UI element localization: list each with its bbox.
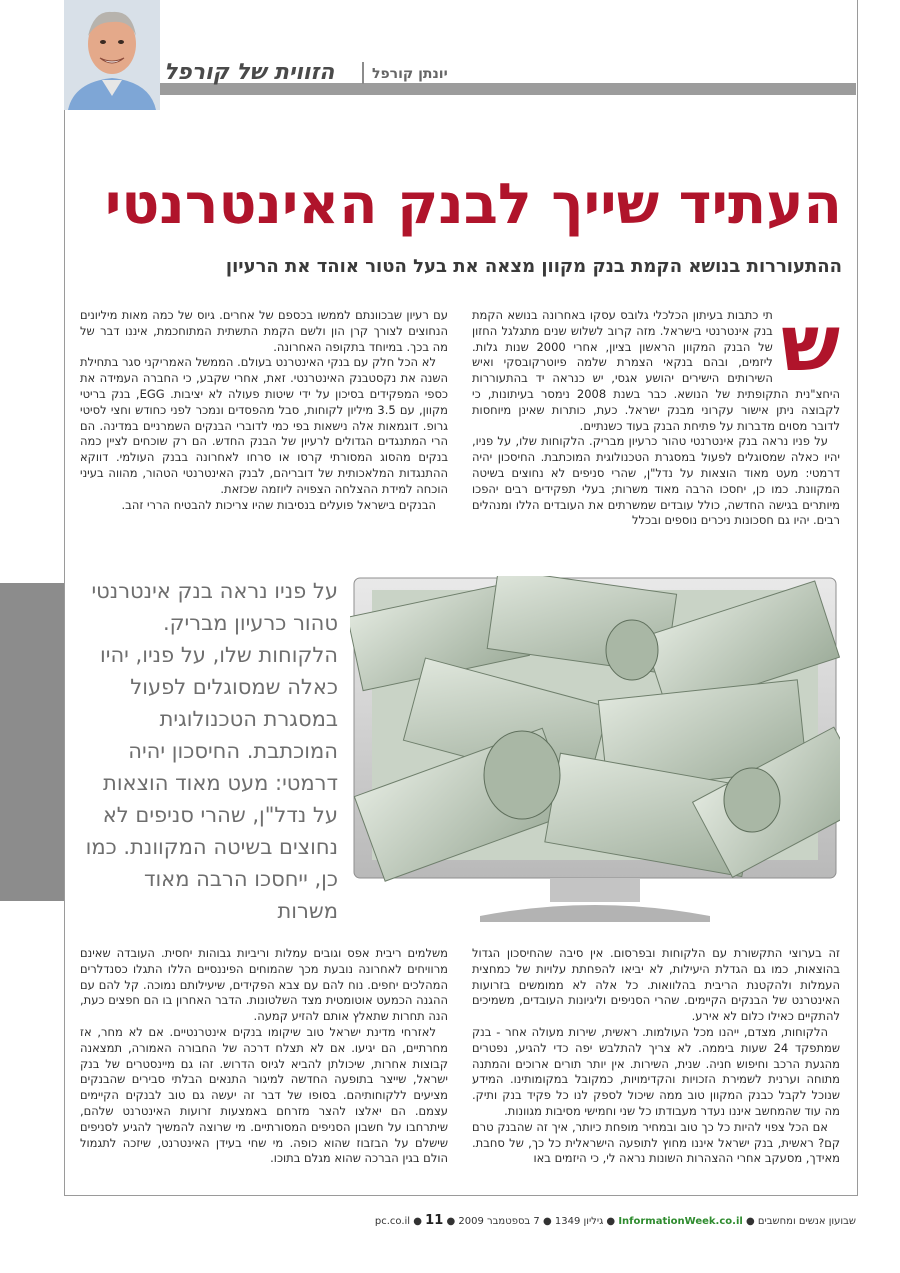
footer-publication: שבועון אנשים ומחשבים xyxy=(757,1216,856,1227)
footer-date: 7 בספטמבר 2009 xyxy=(458,1216,540,1227)
article-column-4 xyxy=(80,946,448,1186)
footer-site-link[interactable]: InformationWeek.co.il xyxy=(618,1216,743,1227)
column-title: הזווית של קורפל xyxy=(164,60,335,85)
author-name: יונתן קורפל xyxy=(372,66,448,82)
pull-quote: על פניו נראה בנק אינטרנטי טהור כרעיון מבריק. הלקוחות שלו, על פניו, יהיו כאלה שמסוגלים לפעול במסגרת הטכנולוגית המוכתבת. החיסכון יהיה דרמטי: מעט מאוד הוצאות על נדל"ן, שהרי סניפים לא נחוצים בשיטה המקוונת. כמו כן, ייחסכו הרבה מאוד משרות xyxy=(85,579,338,923)
money-monitor-icon xyxy=(350,576,840,926)
side-tab xyxy=(0,583,64,901)
paragraph: הבנקים בישראל פועלים בנסיבות שהיו צריכות להבטיח הררי זהב. xyxy=(121,497,436,512)
paragraph: משלמים ריבית אפס וגובים עמלות וריביות גבוהות יחסית. העובדה שאינם מרוויחים לאחרונה נובעת מכך שהמוחים הפיננסיים הללו התגלו כסנדלרים המהלכים יחפים. נוח להם עם צבא הפקידים, שיעילותם נמוכה. קל להם עם ההגנה הכמעט אוטומטית מצד השלטונות. הדבר האחרון בו הם חפצים כעת, הנה תחרות שתאלץ אותם להזיע קמעה. xyxy=(80,946,448,1024)
author-photo xyxy=(64,0,160,110)
page-number: 11 xyxy=(425,1213,444,1228)
footer-issue: גיליון 1349 xyxy=(554,1216,604,1227)
paragraph xyxy=(472,308,840,434)
monitor-image xyxy=(350,576,840,926)
title-separator xyxy=(362,62,364,84)
paragraph-text: תי כתבות בעיתון הכלכלי גלובס עסקו באחרונה בנושא הקמת בנק אינטרנטי בישראל. מזה קרוב לשלוש שנים מתגלגל החזון של הבנק המקוון הראשון בציון, אחרי 2000 שנות גלות. ליזמים, ובהם בנקאי הצמרת שלמה פיוטרקובסקי ואיש השירותים הישירים יהושע אגסי, יש כנראה יד בהתעוררות היחצ"נית התקופתית של הנושא. כבר בשנת 2008 נימסר בעיתונות, כי לקבוצה ניתן אישור עקרוני מבנק ישראל. כעת, כותרות שאינן מיוחסות לדובר מסוים מדברות על פתיחת הבנק בעוד כשנתיים. xyxy=(472,308,840,433)
page-footer: שבועון אנשים ומחשבים ● InformationWeek.co.il ● גיליון 1349 ● 7 בספטמבר 2009 ● pc.co.il ● 11 xyxy=(374,1213,856,1228)
paragraph: לא הכל חלק עם בנקי האינטרנט בעולם. הממשל האמריקני סגר בתחילת השנה את נקסטבנק האינטרנטי. זאת, אחרי שקבע, כי החברה העמידה את כספי המפקידים בסיכון על ידי שיטות פעולה לא יציבות. EGG, בנק בריטי מקוון, עם 3.5 מיליון לקוחות, סבל מהפסדים ונמכר לפני כחודש וחצי לסיטי גרופ. דוגמאות אלה נישאות בפי כמי לדוברי הבנקים השמרניים במדינה. הם הרי המתנגדים הגדולים לרעיון של הבנק החדש. הם רק שוכחים לציין כמה בנקים מהסוג המסורתי קרסו או סרחו לאחרונה בבנק העולמי. דווקא ההתנגדות המלאכותית של דובריהם, לבנק האינטרנטי הטהור, מהווה בעיני הוכחה למידת ההצלחה הצפויה ליוזמה שכזאת. xyxy=(80,355,448,496)
author-portrait-icon xyxy=(64,0,160,110)
article-column-3 xyxy=(472,946,840,1186)
paragraph: לאזרחי מדינת ישראל טוב שיקומו בנקים אינטרנטיים. אם לא מחר, אז מחרתיים, הם יגיעו. אם לא תצלח דרכה של החבורה האמורה, תמצאנה קבוצות אחרות, שיכולתן להביא לגיוס הדרוש. זהו גם מיינסטרים של בנק ישראל, שייצר בתופעה החדשה למיגור התנאים הבלתי סבירים שהבנקים מציעים ללקוחותיהם. בסופו של דבר זה יעשה גם טוב לבנקים הקיימים עצמם. הם יאלצו להצר מזרחם באמצעות זרועות האינטרנט שלהם, שיתרחבו על חשבון הסניפים המסורתיים. מי שרוצה להמשיך להגיע לסניפים שישלם על הבזבוז שהוא כופה. מי שחי בעידן האינטרנט, שיזכה לתגמול הולם בגין הברכה שהוא מגלם בתוכו. xyxy=(80,1024,448,1166)
article-column-2 xyxy=(80,308,448,540)
paragraph: אם הכל צפוי להיות כל כך טוב ובמחיר מופחת כיותר, איך זה שהבנק טרם קם? ראשית, בנק ישראל איננו מחוץ לתופעה הישראלית כל כך, של סחבת. מאידך, מסעקב אחרי ההצהרות השונות נראה לי, כי היזמים באו xyxy=(472,1119,840,1166)
headline: העתיד שייך לבנק האינטרנטי xyxy=(104,172,842,237)
paragraph: עם רעיון שבכוונתם לממשו בכספם של אחרים. גיוס של כמה מאות מיליונים הנחוצים לצורך קרן הון ולשם הקמת התשתית המתוחכמת, איננו דבר של מה בכך. במיוחד בתקופה האחרונה. xyxy=(80,308,448,354)
article-column-1 xyxy=(472,308,840,550)
paragraph: זה בערוצי התקשורת עם הלקוחות ובפרסום. אין סיבה שהחיסכון הגדול בהוצאות, כמו גם הגדלת היעילות, לא יביאו להפחתת עלויות של כמחצית העמלות ולהקטנת הריבית בהלוואות. כל אלה לא ממומשים בזרועות האינטרנט של הבנקים הקיימים. שהרי הסניפים וליגיונות העובדים, משמיכים להתקיים כאילו כלום לא אירע. xyxy=(472,946,840,1024)
paragraph: הלקוחות, מצדם, ייהנו מכל העולמות. ראשית, שירות מעולה אחר - בנק שמתפקד 24 שעות ביממה. לא צריך להתלבש יפה כדי להגיע, נפטרים מהגעת הרכב וחיפוש חניה. שנית, השירות. אין יותר תורים ארוכים והמתנה מתוחה וערנית לשמירת הזכויות והקדימויות, כמקובל במקומותינו. המידע שנוכל לקבל כבנק המקוון טוב ממה שיכול לספק לנו כל פקיד בנק ותיק. מה עוד שהמחשב איננו נעדר מעבודתו כל שני וחמישי מסיבות מגוונות. xyxy=(472,1024,840,1118)
drop-cap: ש xyxy=(780,308,840,389)
paragraph: על פניו נראה בנק אינטרנטי טהור כרעיון מבריק. הלקוחות שלו, על פניו, יהיו כאלה שמסוגלים לפעול במסגרת הטכנולוגית המוכתבת. החיסכון יהיה דרמטי: מעט מאוד הוצאות על נדל"ן, שהרי סניפים לא נחוצים בשיטה המקוונת. כמו כן, יחסכו הרבה מאוד משרות; בעלי תפקידים רבים יהפכו מיותרים בגישה החדשה, כולל עובדים שמשרתים את העובדים הללו ומנהלים רבים. יהיו גם חסכונות ניכרים נוספים ובכלל xyxy=(472,434,840,528)
subheadline: ההתעוררות בנושא הקמת בנק מקוון מצאה את בעל הטור אוהד את הרעיון xyxy=(225,256,842,277)
footer-web-link[interactable]: pc.co.il xyxy=(374,1216,411,1227)
